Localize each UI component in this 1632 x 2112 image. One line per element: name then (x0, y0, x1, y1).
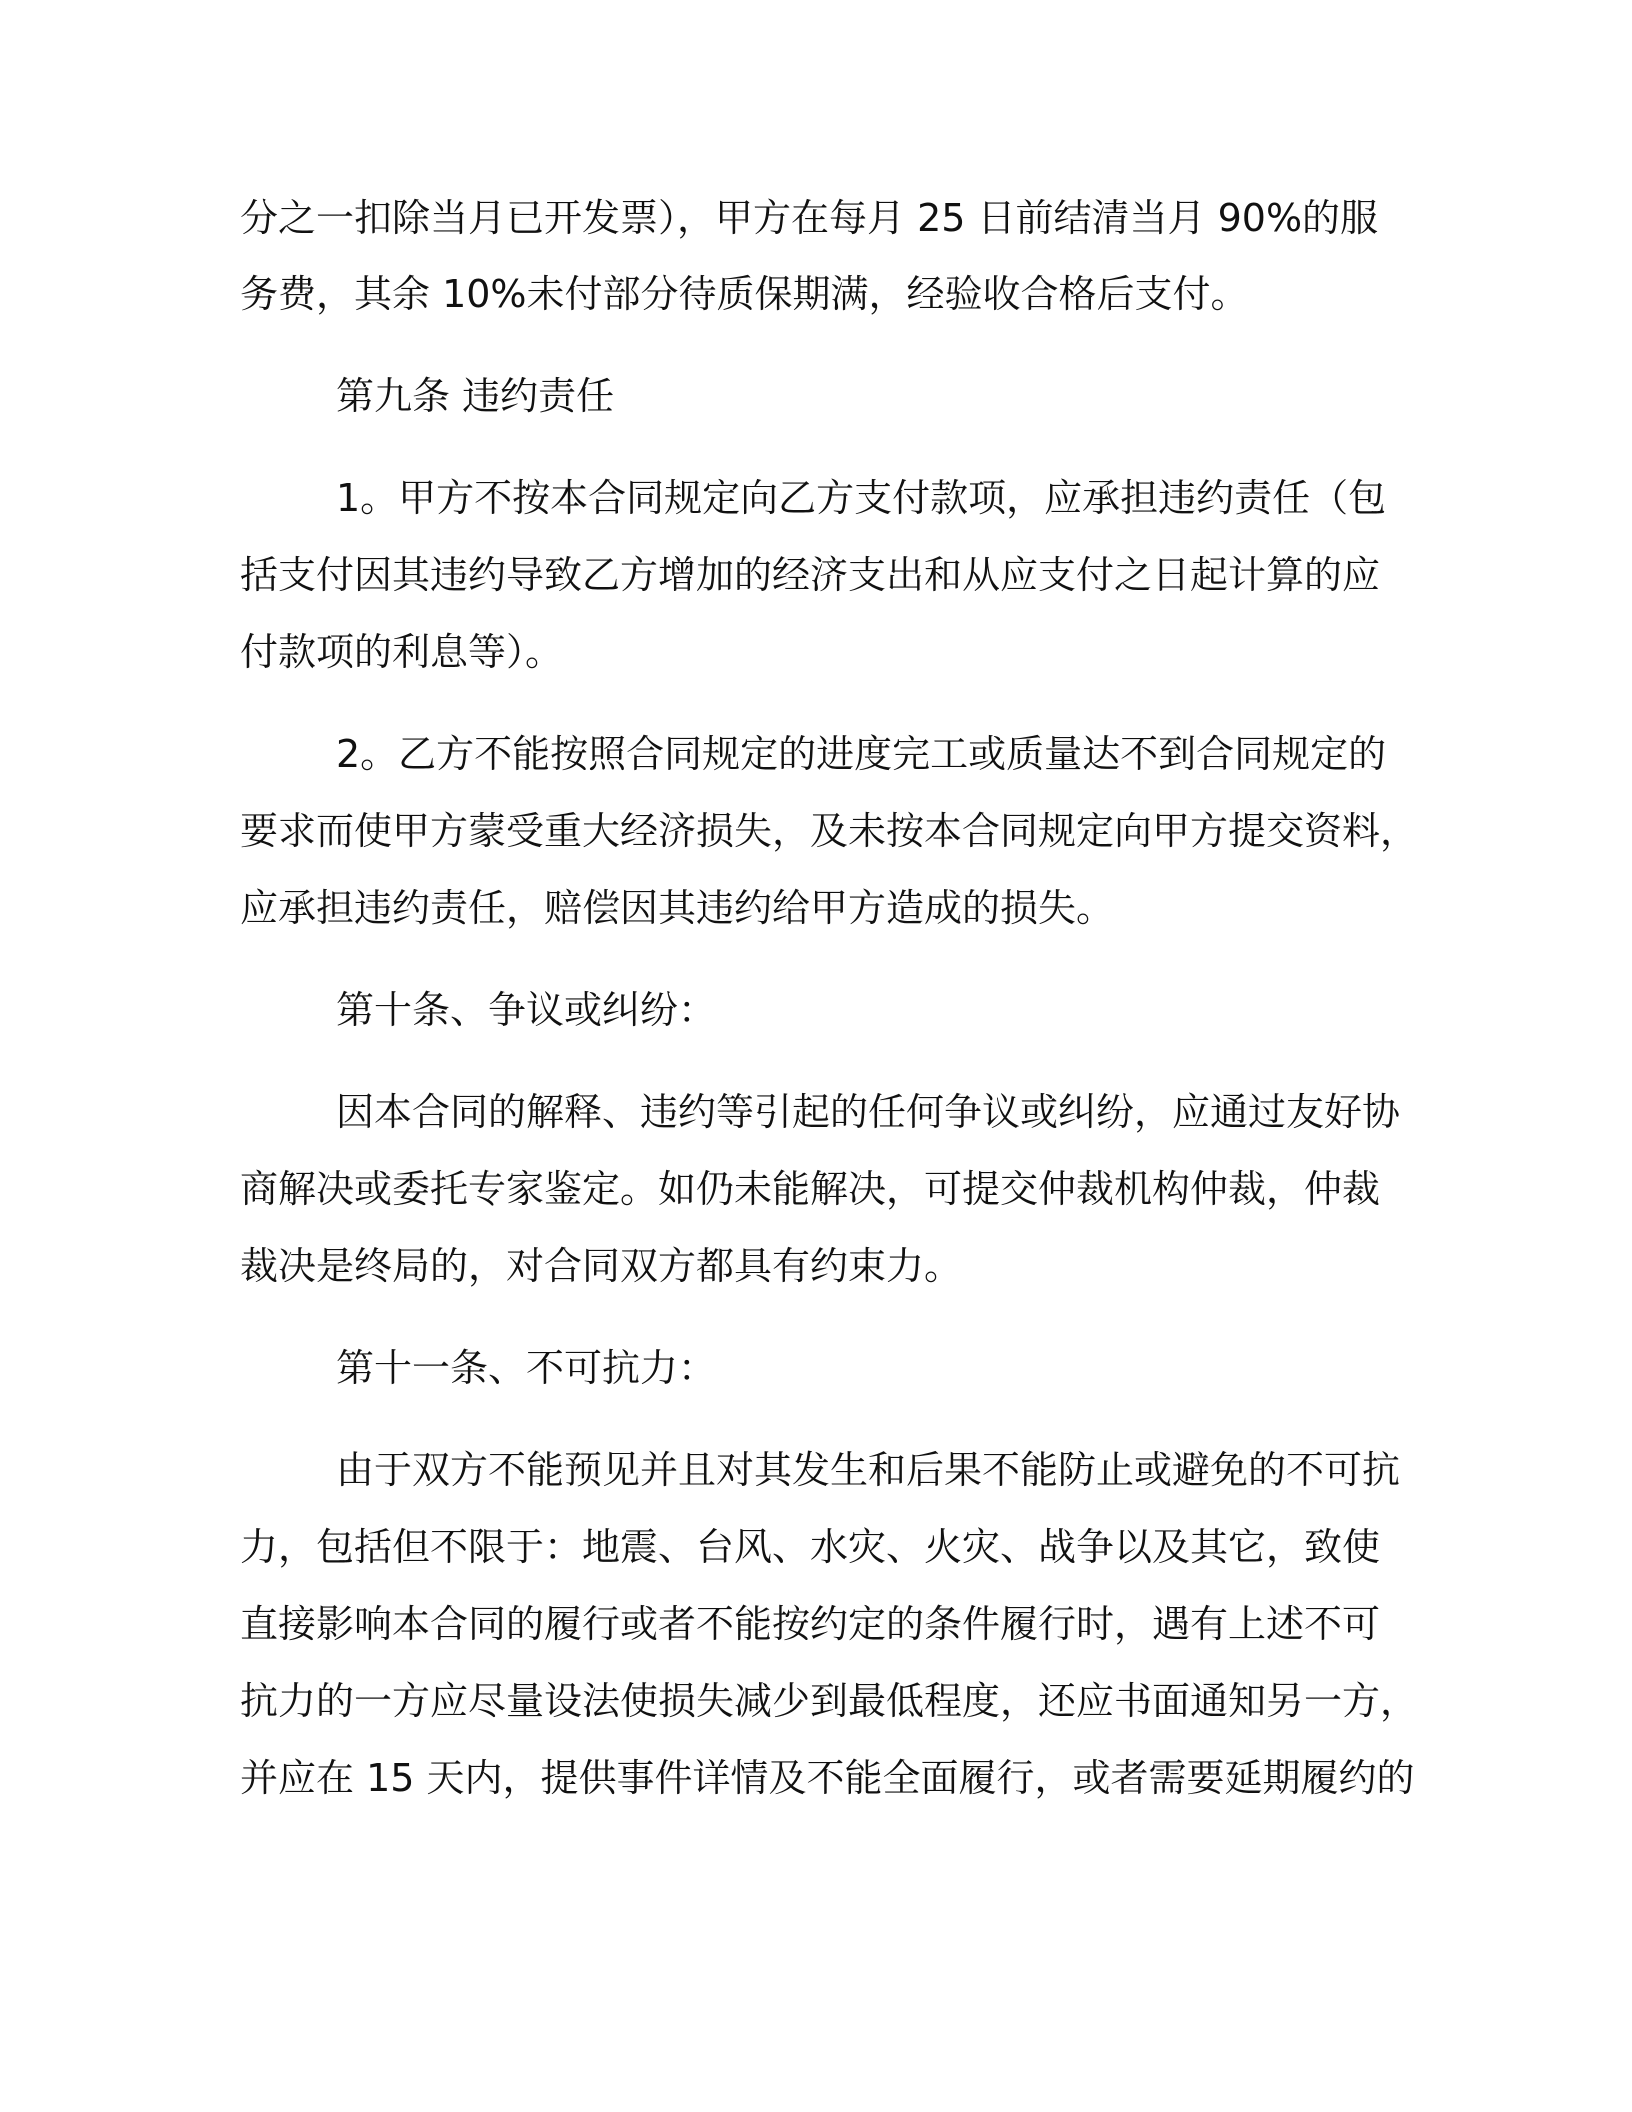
text-line: 由于双方不能预见并且对其发生和后果不能防止或避免的不可抗 (336, 1448, 1401, 1492)
text-line: 1。甲方不按本合同规定向乙方支付款项，应承担违约责任（包 (336, 476, 1387, 520)
text-line: 务费，其余 10%未付部分待质保期满，经验收合格后支付。 (240, 272, 1249, 316)
text-line: 抗力的一方应尽量设法使损失减少到最低程度，还应书面通知另一方， (240, 1679, 1419, 1723)
text-line: 裁决是终局的，对合同双方都具有约束力。 (240, 1244, 963, 1288)
text-line: 分之一扣除当月已开发票），甲方在每月 25 日前结清当月 90%的服 (240, 196, 1379, 240)
section-heading: 第十一条、不可抗力： (336, 1346, 717, 1390)
text-line: 应承担违约责任，赔偿因其违约给甲方造成的损失。 (240, 886, 1115, 930)
text-line: 直接影响本合同的履行或者不能按约定的条件履行时，遇有上述不可 (240, 1602, 1381, 1646)
text-line: 商解决或委托专家鉴定。如仍未能解决，可提交仲裁机构仲裁，仲裁 (240, 1167, 1381, 1211)
section-heading: 第十条、争议或纠纷： (336, 988, 717, 1032)
section-heading: 第九条 违约责任 (336, 374, 615, 418)
text-line: 要求而使甲方蒙受重大经济损失，及未按本合同规定向甲方提交资料， (240, 809, 1419, 853)
text-line: 括支付因其违约导致乙方增加的经济支出和从应支付之日起计算的应 (240, 553, 1381, 597)
text-line: 因本合同的解释、违约等引起的任何争议或纠纷，应通过友好协 (336, 1090, 1401, 1134)
text-line: 并应在 15 天内，提供事件详情及不能全面履行，或者需要延期履约的 (240, 1756, 1415, 1800)
text-line: 力，包括但不限于：地震、台风、水灾、火灾、战争以及其它，致使 (240, 1525, 1381, 1569)
text-line: 付款项的利息等）。 (240, 630, 564, 674)
text-line: 2。乙方不能按照合同规定的进度完工或质量达不到合同规定的 (336, 732, 1387, 776)
